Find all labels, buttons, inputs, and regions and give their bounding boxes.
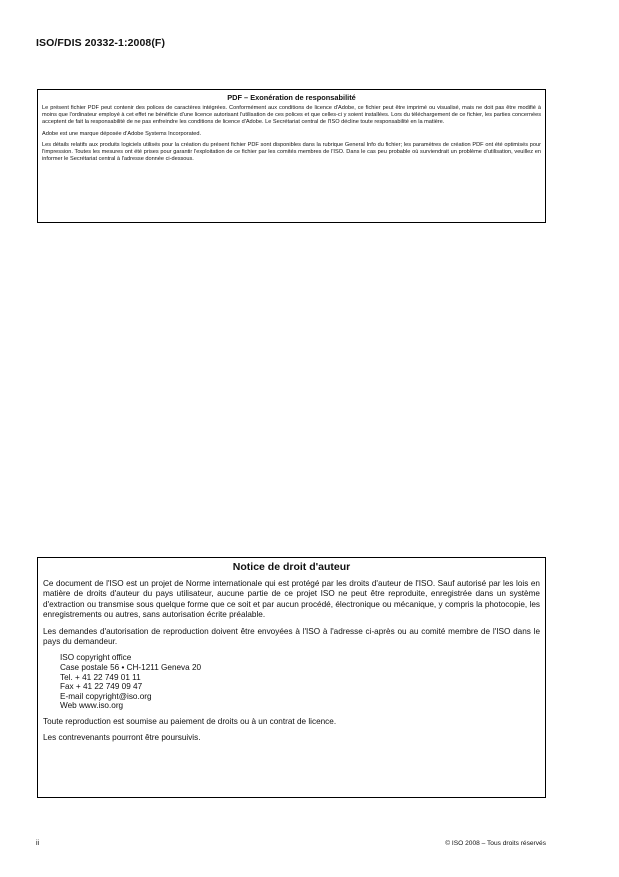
disclaimer-title: PDF – Exonération de responsabilité [227, 93, 356, 102]
address-line: Web www.iso.org [60, 701, 124, 711]
copyright-notice-box [37, 557, 546, 798]
page-number: ii [36, 840, 40, 847]
disclaimer-paragraph: Le présent fichier PDF peut contenir des polices de caractères intégrées. Conformément aux conditions de licence d'Adobe, ce fichier peut être imprimé ou visualisé, mais ne doit pas être modifié à moins que l'ordinateur employé à cet effet ne bénéficie d'une licence autorisant l'utilisation de ces polices et que celles-ci y soient installées. Lors du téléchargement de ce fichier, les parties concernées acceptent de fait la responsabilité de ne pas enfreindre les conditions de licence d'Adobe. Le Secrétariat central de l'ISO décline toute responsabilité en la matière. [42, 105, 541, 126]
address-line: Fax + 41 22 749 09 47 [60, 682, 143, 692]
copyright-closing: Toute reproduction est soumise au paiement de droits ou à un contrat de licence. [43, 717, 337, 726]
document-reference: ISO/FDIS 20332-1:2008(F) [36, 37, 166, 49]
disclaimer-paragraph: Les détails relatifs aux produits logiciels utilisés pour la création du présent fichier PDF sont disponibles dans la rubrique General Info du fichier; les paramètres de création PDF ont été optimisés pour l'impression. Toutes les mesures ont été prises pour garantir l'exploitation de ce fichier par les comités membres de l'ISO. Dans le cas peu probable où surviendrait un problème d'utilisation, veuillez en informer le Secrétariat central à l'adresse donnée ci-dessous. [42, 141, 541, 163]
address-line: ISO copyright office [60, 653, 132, 663]
copyright-office-address [60, 653, 540, 711]
address-line: Case postale 56 • CH-1211 Geneva 20 [60, 663, 202, 673]
address-line: Tel. + 41 22 749 01 11 [60, 672, 141, 682]
disclaimer-paragraph: Adobe est une marque déposée d'Adobe Systems Incorporated. [42, 130, 202, 137]
copyright-closing: Les contrevenants pourront être poursuivis. [43, 733, 201, 743]
copyright-paragraph: Les demandes d'autorisation de reproduction doivent être envoyées à l'ISO à l'adresse ci-après ou au comité membre de l'ISO dans le pays du demandeur. [43, 626, 540, 647]
address-line: E-mail copyright@iso.org [60, 691, 152, 701]
copyright-title: Notice de droit d'auteur [232, 561, 351, 573]
pdf-disclaimer-box [37, 89, 546, 223]
footer-copyright: © ISO 2008 – Tous droits réservés [445, 840, 546, 847]
copyright-paragraph: Ce document de l'ISO est un projet de Norme internationale qui est protégé par les droits d'auteur de l'ISO. Sauf autorisé par les lois en matière de droits d'auteur du pays utilisateur, aucune partie de ce projet ISO ne peut être reproduite, enregistrée dans un système d'extraction ou transmise sous quelque forme que ce soit et par aucun procédé, électronique ou mécanique, y compris la photocopie, les enregistrements ou autres, sans autorisation écrite préalable. [43, 579, 540, 620]
